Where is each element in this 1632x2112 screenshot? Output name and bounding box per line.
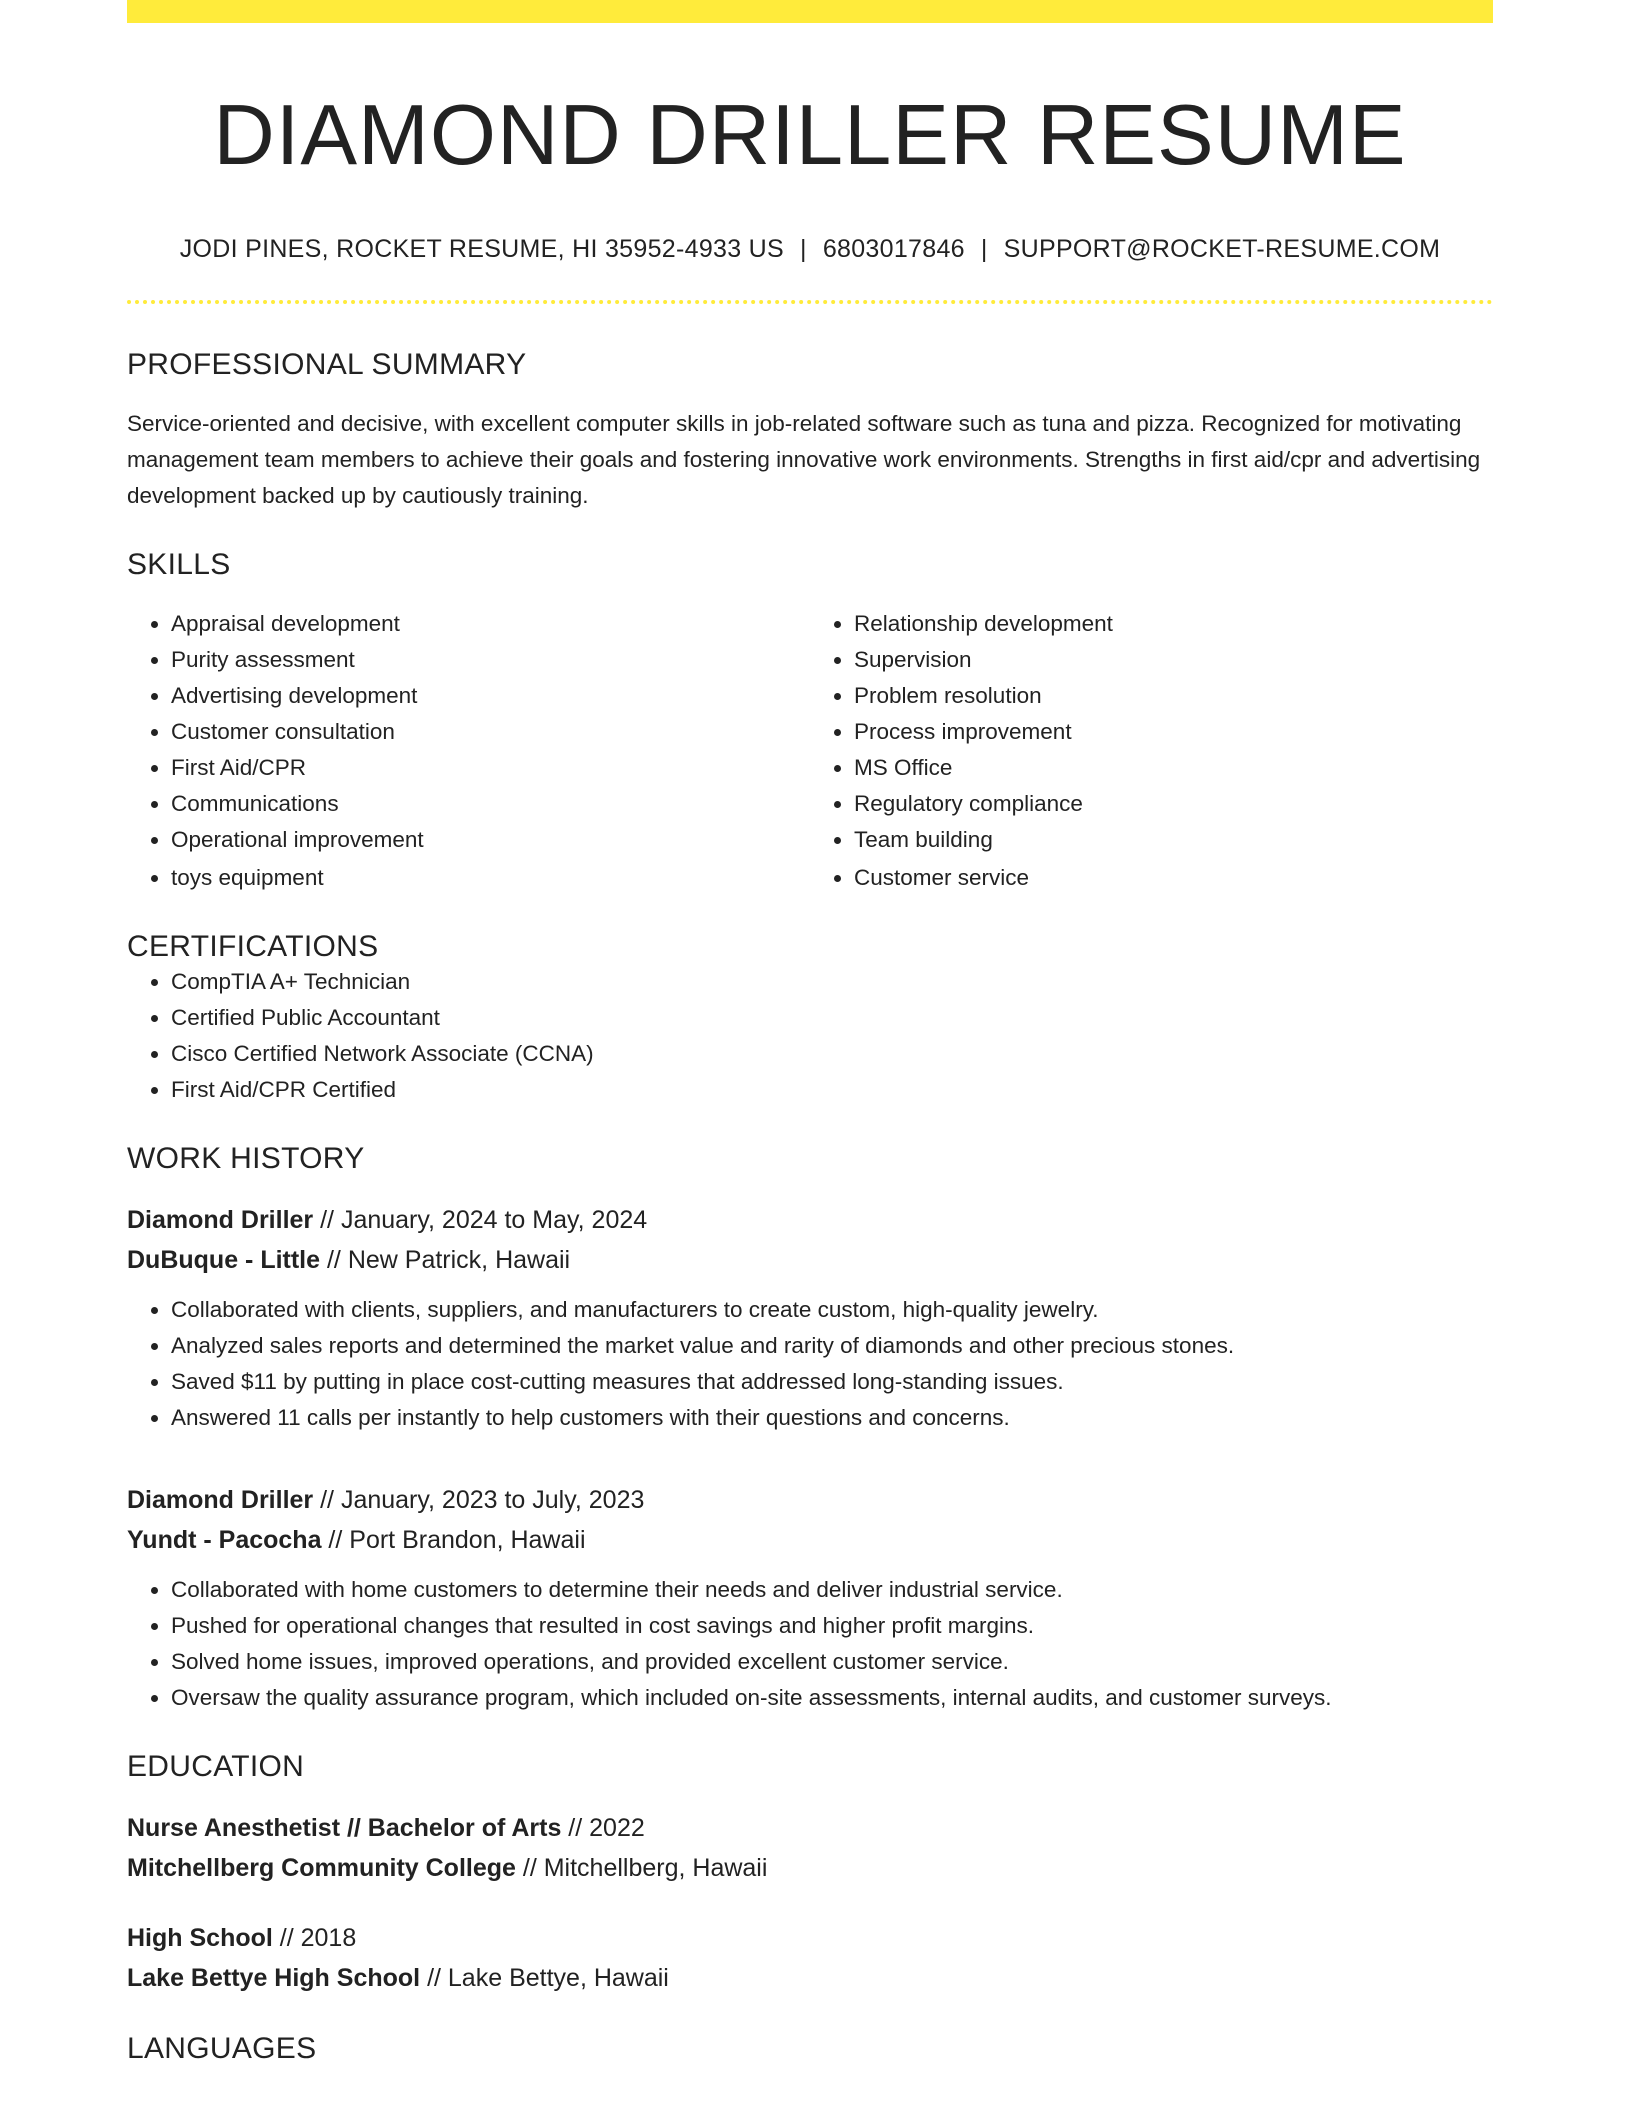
job-dates: // January, 2023 to July, 2023	[313, 1485, 645, 1514]
skill-item: • Appraisal development	[171, 606, 810, 642]
job-title: Diamond Driller	[127, 1485, 314, 1514]
job-bullet: • Oversaw the quality assurance program, which included on-site assessments, internal audits, and customer surveys.	[171, 1680, 1493, 1716]
job-company: DuBuque - Little	[127, 1245, 321, 1274]
skills-column-left	[127, 606, 810, 896]
education-school-line	[127, 1958, 1493, 1998]
skill-item: • Problem resolution	[854, 678, 1493, 714]
skill-item: • toys equipment	[171, 860, 810, 896]
job-bullet: • Pushed for operational changes that resulted in cost savings and higher profit margins.	[171, 1608, 1493, 1644]
job-title-line	[127, 1480, 1493, 1520]
contact-separator: |	[980, 234, 988, 263]
certification-item: • Cisco Certified Network Associate (CCNA)	[171, 1036, 1493, 1072]
skills-columns	[127, 606, 1493, 896]
job-bullet: • Answered 11 calls per instantly to help customers with their questions and concerns.	[171, 1400, 1493, 1436]
job-title-line	[127, 1200, 1493, 1240]
education-location: // Lake Bettye, Hawaii	[420, 1963, 669, 1992]
certifications-list	[127, 964, 1493, 1108]
dotted-divider	[127, 300, 1493, 304]
skill-item: • MS Office	[854, 750, 1493, 786]
skill-item: • First Aid/CPR	[171, 750, 810, 786]
skill-item: • Relationship development	[854, 606, 1493, 642]
summary-heading: PROFESSIONAL SUMMARY	[127, 347, 527, 381]
contact-separator: |	[800, 234, 807, 263]
job-bullet: • Solved home issues, improved operations, and provided excellent customer service.	[171, 1644, 1493, 1680]
skill-item: • Supervision	[854, 642, 1493, 678]
job-company-line	[127, 1520, 1493, 1560]
job-dates: // January, 2024 to May, 2024	[313, 1205, 648, 1234]
education-school: Mitchellberg Community College	[127, 1853, 516, 1882]
work-history-heading: WORK HISTORY	[127, 1141, 365, 1175]
education-degree: High School	[127, 1923, 273, 1952]
contact-line	[127, 235, 1493, 264]
contact-email[interactable]: SUPPORT@ROCKET-RESUME.COM	[1003, 234, 1441, 263]
languages-heading: LANGUAGES	[127, 2031, 317, 2065]
education-degree: Nurse Anesthetist // Bachelor of Arts	[127, 1813, 562, 1842]
certification-item: • CompTIA A+ Technician	[171, 964, 1493, 1000]
certification-item: • First Aid/CPR Certified	[171, 1072, 1493, 1108]
certifications-heading: CERTIFICATIONS	[127, 929, 379, 963]
education-entry	[127, 1808, 1493, 1888]
skill-item: • Communications	[171, 786, 810, 822]
education-heading: EDUCATION	[127, 1749, 305, 1783]
job-bullet: • Collaborated with clients, suppliers, and manufacturers to create custom, high-quality jewelry.	[171, 1292, 1493, 1328]
job-location: // New Patrick, Hawaii	[320, 1245, 571, 1274]
skill-item: • Process improvement	[854, 714, 1493, 750]
job-bullet: • Saved $11 by putting in place cost-cutting measures that addressed long-standing issues.	[171, 1364, 1493, 1400]
education-year: // 2022	[561, 1813, 645, 1842]
education-year: // 2018	[272, 1923, 357, 1952]
job-bullet: • Analyzed sales reports and determined the market value and rarity of diamonds and other precious stones.	[171, 1328, 1493, 1364]
job-entry	[127, 1200, 1493, 1436]
skills-heading: SKILLS	[127, 547, 231, 581]
certification-item: • Certified Public Accountant	[171, 1000, 1493, 1036]
education-entry	[127, 1918, 1493, 1998]
skills-column-right	[810, 606, 1493, 896]
job-company-line	[127, 1240, 1493, 1280]
skill-item: • Customer consultation	[171, 714, 810, 750]
job-entry	[127, 1480, 1493, 1716]
job-company: Yundt - Pacocha	[127, 1525, 322, 1554]
skill-item: • Team building	[854, 822, 1493, 858]
job-bullets	[127, 1572, 1493, 1716]
education-degree-line	[127, 1918, 1493, 1958]
accent-top-bar	[127, 0, 1493, 23]
contact-address: JODI PINES, ROCKET RESUME, HI 35952-4933 US	[179, 234, 785, 263]
job-title: Diamond Driller	[127, 1205, 314, 1234]
job-location: // Port Brandon, Hawaii	[321, 1525, 586, 1554]
resume-page	[127, 0, 1493, 2066]
resume-title: DIAMOND DRILLER RESUME	[213, 88, 1407, 183]
education-location: // Mitchellberg, Hawaii	[515, 1853, 768, 1882]
skill-item: • Purity assessment	[171, 642, 810, 678]
skill-item: • Customer service	[854, 860, 1493, 896]
summary-text: Service-oriented and decisive, with excellent computer skills in job-related software such as tuna and pizza. Recognized for motivating management team members to achieve their goals and fostering innovative work environments. Strengths in first aid/cpr and advertising development backed up by cautiously training.	[127, 410, 1481, 508]
skill-item: • Operational improvement	[171, 822, 810, 858]
skill-item: • Regulatory compliance	[854, 786, 1493, 822]
job-bullets	[127, 1292, 1493, 1436]
education-degree-line	[127, 1808, 1493, 1848]
education-school-line	[127, 1848, 1493, 1888]
skill-item: • Advertising development	[171, 678, 810, 714]
contact-phone: 6803017846	[822, 234, 965, 263]
education-school: Lake Bettye High School	[127, 1963, 421, 1992]
job-bullet: • Collaborated with home customers to determine their needs and deliver industrial service.	[171, 1572, 1493, 1608]
